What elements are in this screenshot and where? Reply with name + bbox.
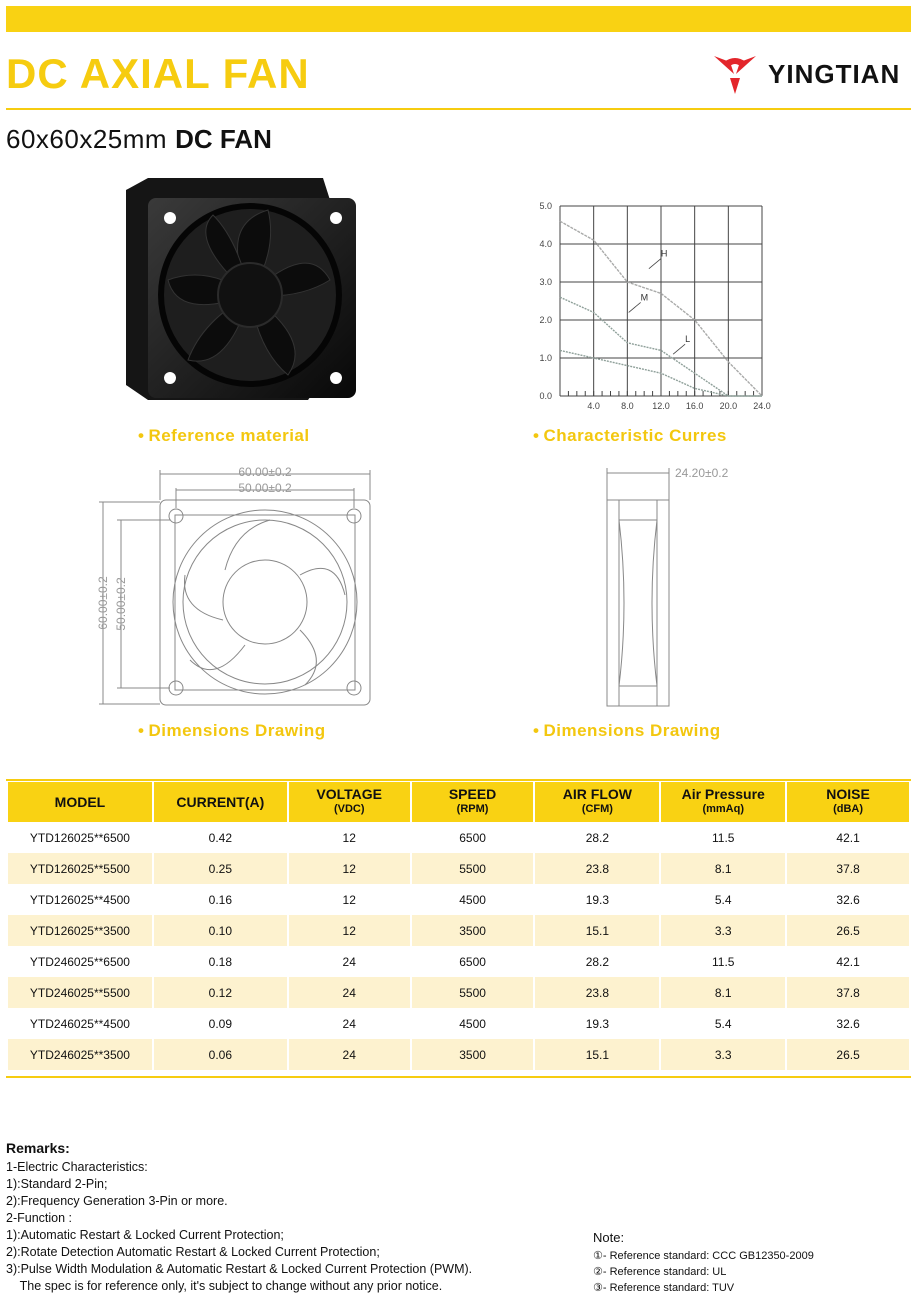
notes-line: ③- Reference standard: TUV <box>593 1282 735 1294</box>
table-row <box>8 977 909 1008</box>
spec-table <box>6 782 911 1070</box>
table-cell: 23.8 <box>535 853 659 884</box>
remarks-line: 1-Electric Characteristics: <box>6 1160 148 1174</box>
column-unit: (CFM) <box>581 803 613 815</box>
table-row <box>8 946 909 977</box>
caption-reference: • Reference material <box>138 426 310 445</box>
table-cell: 32.6 <box>836 1016 860 1031</box>
table-row <box>8 915 909 946</box>
table-cell: 0.06 <box>154 1039 287 1070</box>
chart-series-leader <box>649 259 661 269</box>
table-cell: 8.1 <box>661 853 785 884</box>
caption-dims-side: • Dimensions Drawing <box>533 721 721 740</box>
table-cell: 6500 <box>459 830 486 845</box>
characteristic-chart <box>530 198 780 416</box>
chart-y-tick-label: 0.0 <box>539 391 552 401</box>
subtitle-type: DC FAN <box>175 124 272 154</box>
table-cell: 3500 <box>412 1039 534 1070</box>
table-cell: 24 <box>289 977 410 1008</box>
table-cell: 37.8 <box>787 977 909 1008</box>
chart-y-tick-label: 3.0 <box>539 277 552 287</box>
chart-y-tick-label: 1.0 <box>539 353 552 363</box>
column-header: VOLTAGE (VDC) <box>289 782 410 822</box>
table-cell: 0.10 <box>154 915 287 946</box>
table-cell: 42.1 <box>836 830 860 845</box>
chart-series-leader <box>629 302 641 312</box>
dim-outer-height: 60.00±0.2 <box>96 576 110 630</box>
table-cell: 23.8 <box>535 977 659 1008</box>
table-cell: 37.8 <box>787 853 909 884</box>
table-cell: 12 <box>342 892 356 907</box>
column-header: SPEED (RPM) <box>412 782 534 822</box>
header-band <box>6 6 911 32</box>
yingtian-logo-icon <box>710 52 760 96</box>
table-cell: YTD246025**6500 <box>29 954 130 969</box>
table-cell: 32.6 <box>836 892 860 907</box>
table-cell: 28.2 <box>585 954 610 969</box>
table-row <box>8 822 909 853</box>
table-cell: 0.18 <box>208 954 233 969</box>
chart-x-tick-label: 24.0 <box>753 401 771 411</box>
page-title: DC AXIAL FAN <box>6 50 310 97</box>
chart-x-tick-label: 16.0 <box>685 401 704 411</box>
chart-x-tick-label: 8.0 <box>621 401 634 411</box>
notes-title: Note: <box>593 1230 625 1245</box>
subtitle-size: 60x60x25mm <box>6 124 168 154</box>
brand-name: YINGTIAN <box>768 58 901 89</box>
table-cell: 12 <box>289 915 410 946</box>
remarks-line: The spec is for reference only, it's subject to change without any prior notice. <box>6 1279 443 1293</box>
remarks-line: 3):Pulse Width Modulation & Automatic Restart & Locked Current Protection (PWM). <box>6 1262 473 1276</box>
chart-y-tick-label: 2.0 <box>539 315 552 325</box>
chart-series-label: M <box>640 292 649 303</box>
table-cell: 12 <box>342 830 356 845</box>
table-cell: 0.42 <box>208 830 233 845</box>
table-cell: YTD246025**3500 <box>8 1039 152 1070</box>
dim-hole-spacing-x: 50.00±0.2 <box>238 481 292 495</box>
table-cell: 19.3 <box>585 1016 610 1031</box>
remarks-block <box>6 1140 472 1295</box>
caption-curves: • Characteristic Curres <box>533 426 727 445</box>
table-cell: YTD126025**3500 <box>8 915 152 946</box>
table-cell: 0.09 <box>208 1016 233 1031</box>
table-row <box>8 853 909 884</box>
caption-dims-front: • Dimensions Drawing <box>138 721 326 740</box>
table-cell: 11.5 <box>711 830 735 845</box>
table-cell: 0.25 <box>154 853 287 884</box>
fan-photo <box>118 170 358 415</box>
table-cell: 15.1 <box>535 915 659 946</box>
table-cell: 11.5 <box>711 954 735 969</box>
table-cell: 5.4 <box>714 1016 732 1031</box>
chart-x-tick-label: 12.0 <box>652 401 670 411</box>
table-row <box>8 1008 909 1039</box>
dim-outer-width: 60.00±0.2 <box>238 465 292 479</box>
column-header: NOISE (dBA) <box>787 782 909 822</box>
column-unit: (mmAq) <box>702 803 744 815</box>
table-bottom-rule <box>6 1076 911 1078</box>
table-cell: YTD126025**6500 <box>29 830 130 845</box>
brand-logo <box>710 52 900 96</box>
chart-y-tick-label: 5.0 <box>539 201 552 211</box>
remarks-line: 2-Function : <box>6 1211 73 1225</box>
table-row <box>8 1039 909 1070</box>
dim-hole-spacing-y: 50.00±0.2 <box>114 577 128 631</box>
table-cell: 24 <box>289 1039 410 1070</box>
chart-y-tick-label: 4.0 <box>539 239 552 249</box>
table-cell: 26.5 <box>787 1039 909 1070</box>
table-top-rule <box>6 779 911 781</box>
column-header: CURRENT(A) <box>154 782 287 822</box>
table-cell: 12 <box>289 853 410 884</box>
chart-x-tick-label: 20.0 <box>719 401 738 411</box>
remarks-line: 1):Standard 2-Pin; <box>6 1177 108 1191</box>
table-cell: 6500 <box>459 954 486 969</box>
table-cell: 42.1 <box>836 954 860 969</box>
table-cell: YTD126025**4500 <box>29 892 130 907</box>
table-cell: 0.12 <box>154 977 287 1008</box>
column-unit: (RPM) <box>456 803 489 815</box>
table-cell: 5500 <box>412 977 534 1008</box>
table-cell: 5500 <box>412 853 534 884</box>
chart-series-leader <box>673 344 685 354</box>
column-unit: (dBA) <box>833 803 864 815</box>
remarks-title: Remarks: <box>6 1140 70 1156</box>
page-subtitle <box>6 124 272 155</box>
table-cell: 8.1 <box>661 977 785 1008</box>
table-cell: 3.3 <box>661 915 785 946</box>
table-cell: 4500 <box>459 1016 486 1031</box>
side-dimension-drawing <box>595 460 745 710</box>
table-cell: 24 <box>342 1016 356 1031</box>
header-divider <box>6 108 911 110</box>
table-cell: YTD246025**5500 <box>8 977 152 1008</box>
table-cell: 3500 <box>412 915 534 946</box>
table-cell: 19.3 <box>585 892 610 907</box>
table-cell: YTD246025**4500 <box>29 1016 130 1031</box>
remarks-line: 2):Frequency Generation 3-Pin or more. <box>6 1194 228 1208</box>
table-cell: 4500 <box>459 892 486 907</box>
front-dimension-drawing <box>95 460 385 710</box>
table-cell: 3.3 <box>661 1039 785 1070</box>
dim-thickness: 24.20±0.2 <box>675 466 729 480</box>
column-unit: (VDC) <box>333 803 365 815</box>
table-header-row <box>8 782 909 822</box>
notes-block <box>593 1230 814 1296</box>
table-row <box>8 884 909 915</box>
table-cell: YTD126025**5500 <box>8 853 152 884</box>
table-cell: 26.5 <box>787 915 909 946</box>
remarks-line: 1):Automatic Restart & Locked Current Protection; <box>6 1228 284 1242</box>
chart-x-tick-label: 4.0 <box>587 401 600 411</box>
table-cell: 5.4 <box>714 892 732 907</box>
chart-series-label: H <box>660 248 668 259</box>
chart-series-label: L <box>685 334 691 345</box>
column-header: AIR FLOW (CFM) <box>535 782 659 822</box>
notes-line: ②- Reference standard: UL <box>593 1266 727 1278</box>
column-header: Air Pressure (mmAq) <box>661 782 785 822</box>
remarks-line: 2):Rotate Detection Automatic Restart & Locked Current Protection; <box>6 1245 380 1259</box>
column-header: MODEL <box>8 782 152 822</box>
table-cell: 15.1 <box>535 1039 659 1070</box>
notes-line: ①- Reference standard: CCC GB12350-2009 <box>593 1250 814 1262</box>
table-cell: 0.16 <box>208 892 233 907</box>
table-cell: 28.2 <box>585 830 610 845</box>
table-cell: 24 <box>342 954 356 969</box>
